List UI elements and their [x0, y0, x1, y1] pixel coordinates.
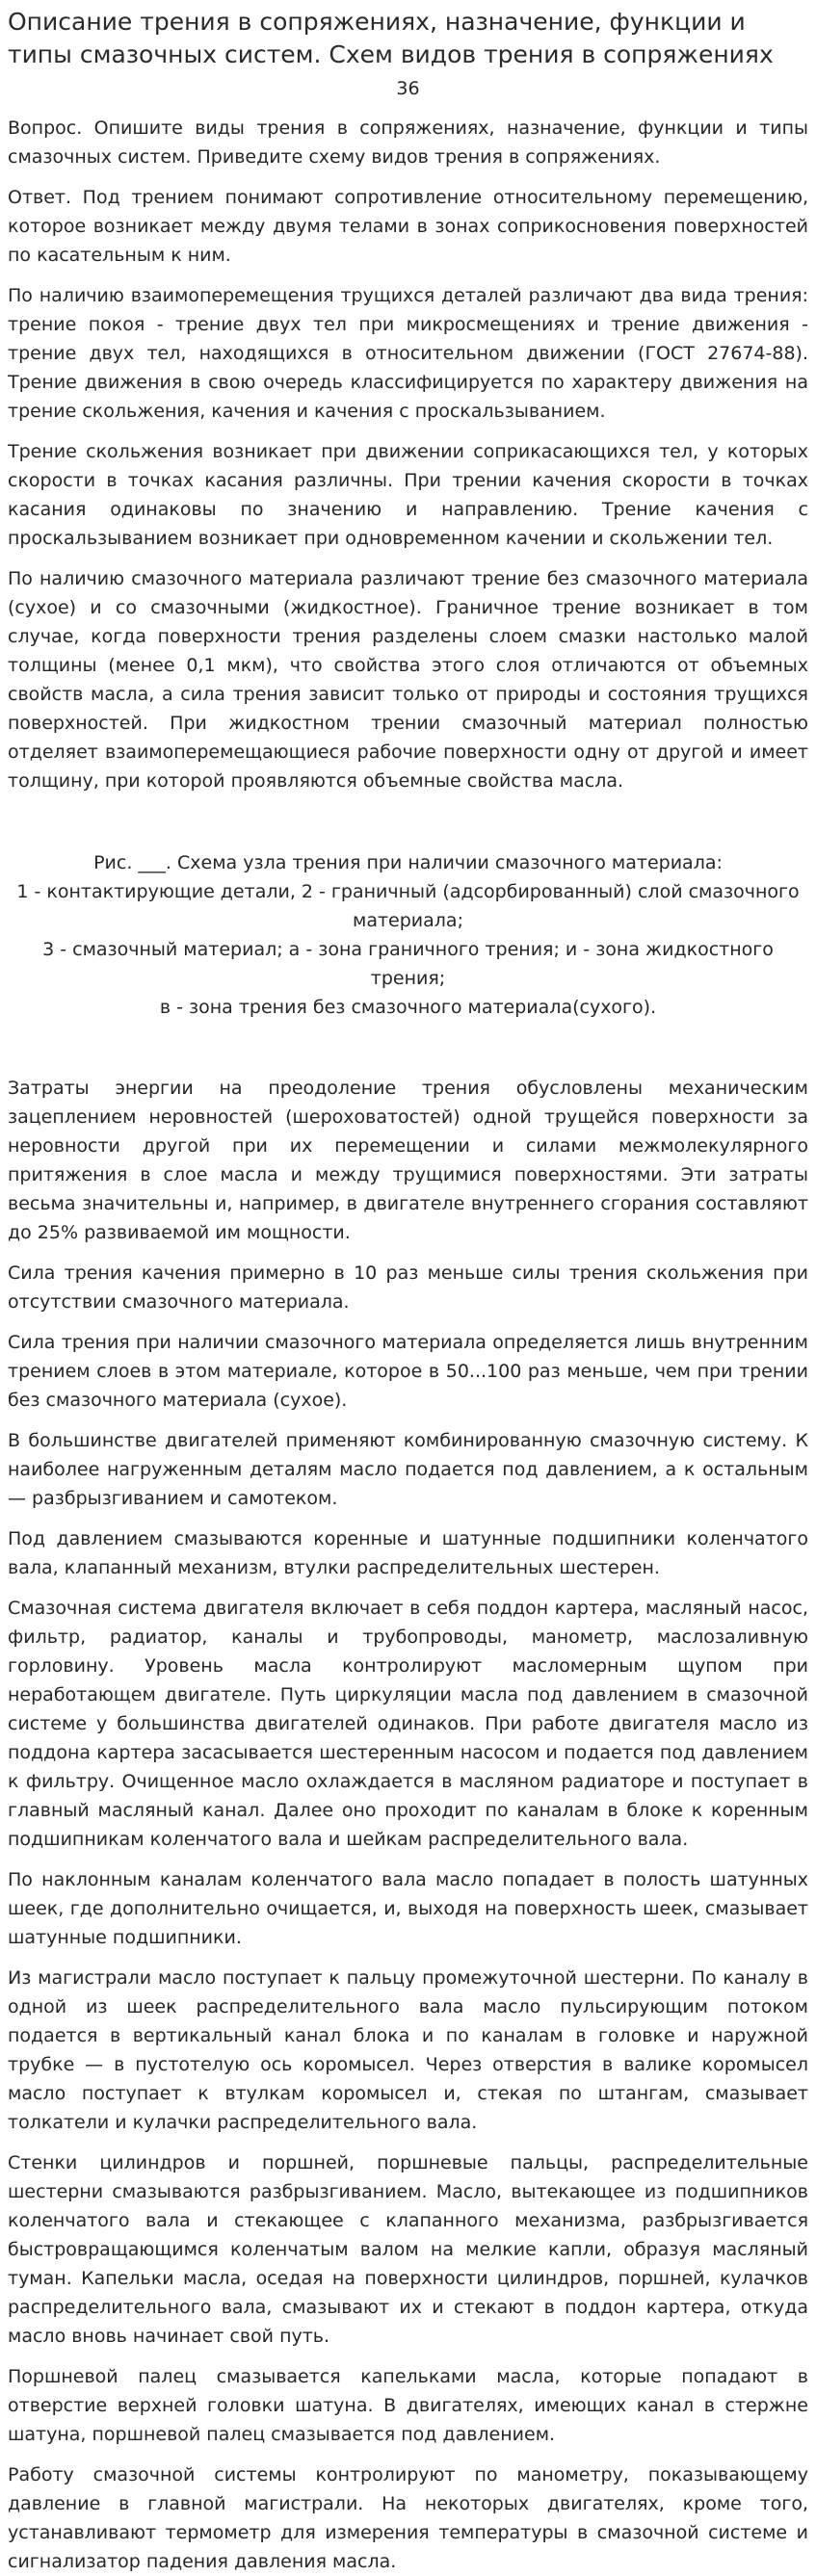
- caption-line: 1 - контактирующие детали, 2 - граничный (адсорбированный) слой смазочного материала;: [16, 881, 800, 931]
- caption-line: в - зона трения без смазочного материала(сухого).: [159, 997, 657, 1018]
- lubricant-friction-paragraph: По наличию смазочного материала различают трение без смазочного материала (сухое) и со смазочными (жидкостное). Граничное трение возникает в том случае, когда поверхности трения разделены слоем смазки настолько малой толщины (менее 0,1 мкм), что свойства этого слоя отличаются от объемных свойств масла, а сила трения зависит только от природы и состояния трущихся поверхностей. При жидкостном трении смазочный материал полностью отделяет взаимоперемещающиеся рабочие поверхности одну от другой и имеет толщину, при которой проявляются объемные свойства масла.: [8, 568, 808, 792]
- rolling-friction-paragraph: Сила трения качения примерно в 10 раз меньше силы трения скольжения при отсутствии смазочного материала.: [8, 1262, 808, 1313]
- sliding-friction-paragraph: Трение скольжения возникает при движении соприкасающихся тел, у которых скорости в точках касания различны. При трении качения скорости в точках касания одинаковы по значению и направлению. Трение качения с проскальзыванием возникает при одновременном качении и скольжении тел.: [8, 441, 808, 549]
- question-paragraph: Вопрос. Опишите виды трения в сопряжениях, назначение, функции и типы смазочных систем. Приведите схему видов трения в сопряжениях.: [8, 117, 808, 168]
- page-number: 36: [396, 78, 420, 99]
- energy-paragraph: Затраты энергии на преодоление трения обусловлены механическим зацеплением неровностей (шероховатостей) одной трущейся поверхности за неровности другой при их перемещении и силами межмолекулярного притяжения в слое масла и между трущимися поверхностями. Эти затраты весьма значительны и, например, в двигателе внутреннего сгорания составляют до 25% развиваемой им мощности.: [8, 1078, 808, 1243]
- splash-lubrication-paragraph: Стенки цилиндров и поршней, поршневые пальцы, распределительные шестерни смазываются разбрызгиванием. Масло, вытекающее из подшипников коленчатого вала и стекающее с клапанного механизма, разбрызгивается быстровращающимся коленчатым валом на мелкие капли, образуя масляный туман. Капельки масла, оседая на поверхности цилиндров, поршней, кулачков распределительного вала, смазывают их и стекают в поддон картера, откуда масло вновь начинает свой путь.: [8, 2152, 808, 2347]
- system-control-paragraph: Работу смазочной системы контролируют по манометру, показывающему давление в главной магистрали. На некоторых двигателях, кроме того, устанавливают термометр для измерения температуры в смазочной системе и сигнализатор падения давления масла.: [8, 2464, 808, 2572]
- figure-spacer: [8, 1022, 808, 1074]
- piston-pin-paragraph: Поршневой палец смазывается капельками масла, которые попадают в отверстие верхней головки шатуна. В двигателях, имеющих канал в стержне шатуна, поршневой палец смазывается под давлением.: [8, 2366, 808, 2445]
- friction-types-paragraph: По наличию взаимоперемещения трущихся деталей различают два вида трения: трение покоя - трение двух тел при микросмещениях и трение движения - трение двух тел, находящихся в относительном движении (ГОСТ 27674-88). Трение движения в свою очередь классифицируется по характеру движения на трение скольжения, качения и качения с проскальзыванием.: [8, 285, 808, 422]
- pressure-lubrication-paragraph: Под давлением смазываются коренные и шатунные подшипники коленчатого вала, клапанный механизм, втулки распределительных шестерен.: [8, 1528, 808, 1578]
- caption-line: 3 - смазочный материал; а - зона граничного трения; и - зона жидкостного трения;: [42, 939, 774, 989]
- lubricated-force-paragraph: Сила трения при наличии смазочного материала определяется лишь внутренним трением слоев в этом материале, которое в 50...100 раз меньше, чем при трении без смазочного материала (сухое).: [8, 1332, 808, 1411]
- main-line-paragraph: Из магистрали масло поступает к пальцу промежуточной шестерни. По каналу в одной из шеек распределительного вала масло пульсирующим потоком подается в вертикальный канал блока и по каналам в головке и наружной трубке — в пустотелую ось коромысел. Через отверстия в валике коромысел масло поступает к втулкам коромысел и, стекая по штангам, смазывает толкатели и кулачки распределительного вала.: [8, 1967, 808, 2133]
- answer-paragraph: Ответ. Под трением понимают сопротивление относительному перемещению, которое возникает между двумя телами в зонах соприкосновения поверхностей по касательным к ним.: [8, 187, 808, 266]
- figure-caption: [8, 848, 808, 1022]
- lubrication-system-paragraph: Смазочная система двигателя включает в себя поддон картера, масляный насос, фильтр, радиатор, каналы и трубопроводы, манометр, маслозаливную горловину. Уровень масла контролируют масломерным щупом при неработающем двигателе. Путь циркуляции масла под давлением в смазочной системе у большинства двигателей одинаков. При работе двигателя масло из поддона картера засасывается шестеренным насосом и подается под давлением к фильтру. Очищенное масло охлаждается в масляном радиаторе и поступает в главный масляный канал. Далее оно проходит по каналам в блоке к коренным подшипникам коленчатого вала и шейкам распределительного вала.: [8, 1598, 808, 1850]
- combined-system-paragraph: В большинстве двигателей применяют комбинированную смазочную систему. К наиболее нагруженным деталям масло подается под давлением, а к остальным — разбрызгиванием и самотеком.: [8, 1430, 808, 1509]
- inclined-channels-paragraph: По наклонным каналам коленчатого вала масло попадает в полость шатунных шеек, где дополнительно очищается, и, выходя на поверхность шеек, смазывает шатунные подшипники.: [8, 1869, 808, 1948]
- page-title: Описание трения в сопряжениях, назначение, функции и типы смазочных систем. Схем видов трения в сопряжениях: [8, 8, 774, 68]
- caption-line: Рис. ___. Схема узла трения при наличии смазочного материала:: [93, 852, 723, 873]
